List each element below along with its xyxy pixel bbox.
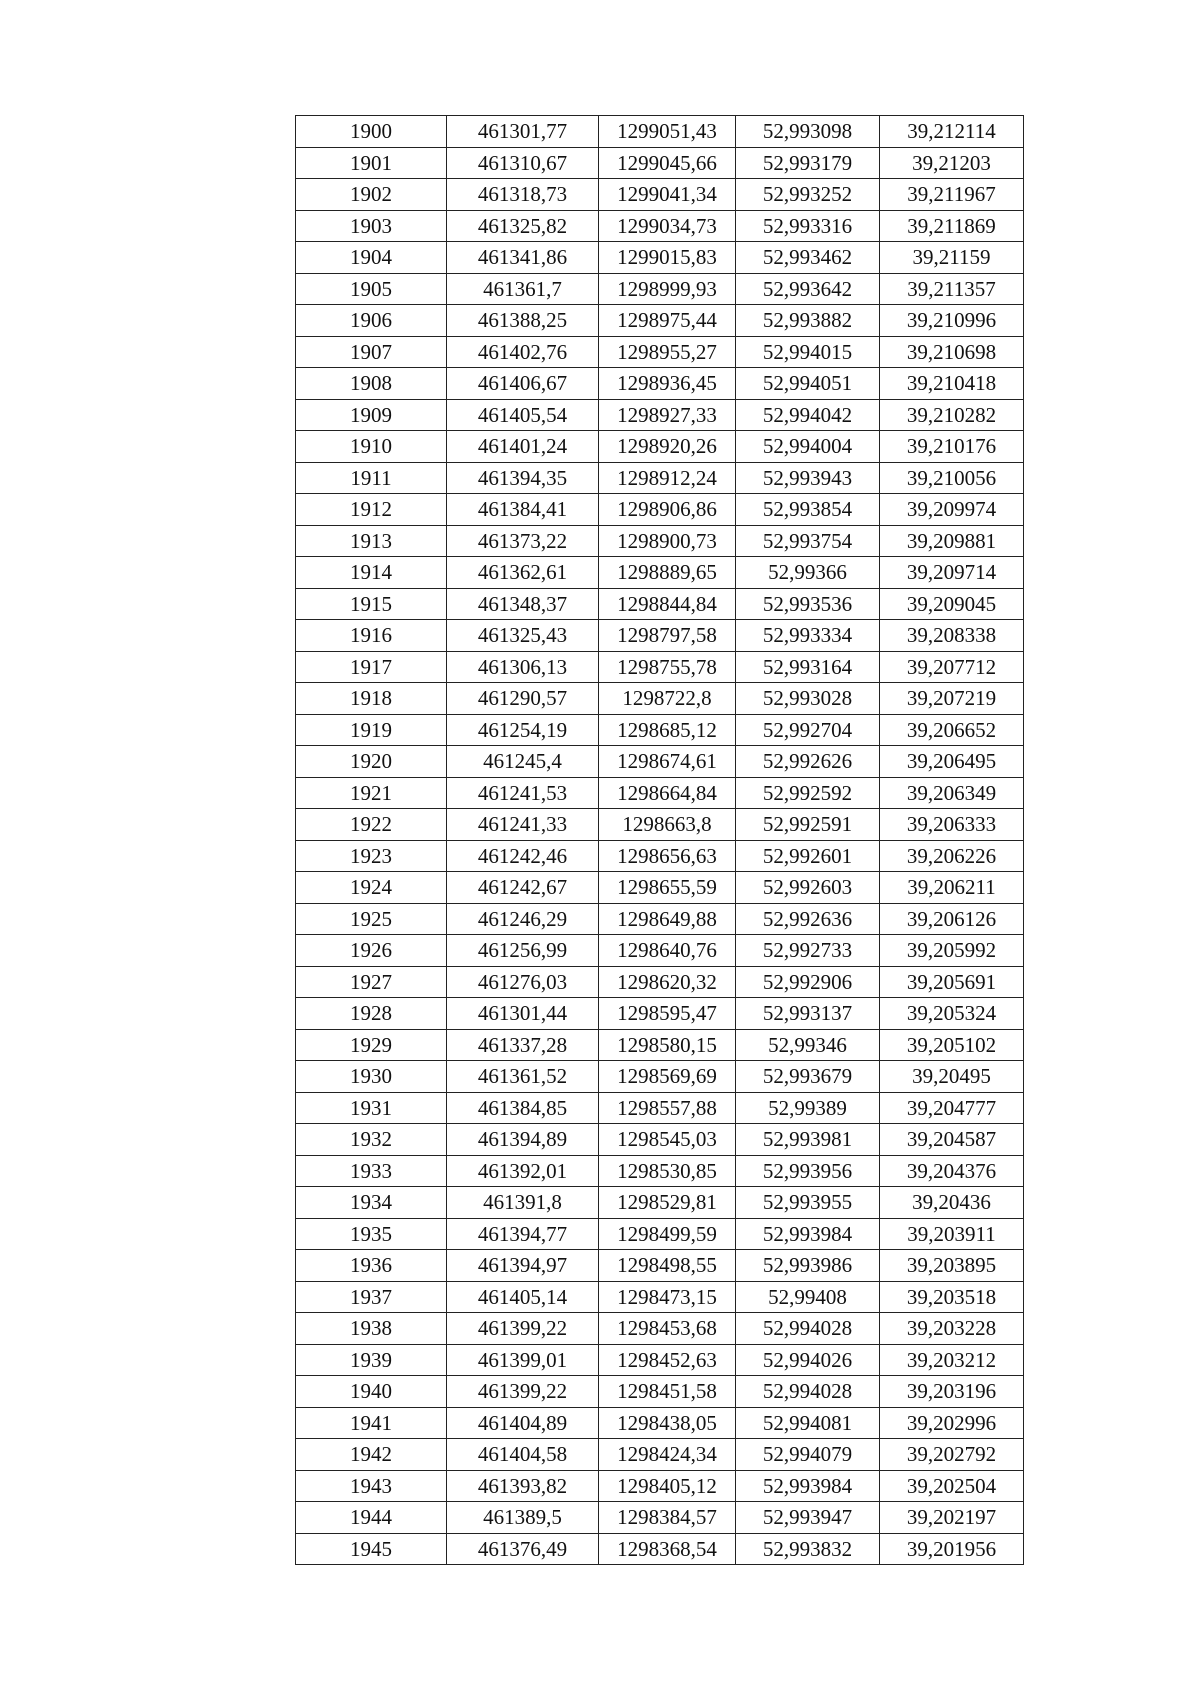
point-number-cell: 1915 bbox=[296, 588, 447, 620]
point-number-cell: 1926 bbox=[296, 935, 447, 967]
table-row bbox=[296, 620, 1024, 652]
point-number-cell: 1935 bbox=[296, 1218, 447, 1250]
table-row bbox=[296, 1533, 1024, 1565]
longitude-cell: 39,203895 bbox=[880, 1250, 1024, 1282]
y-coordinate-cell: 1298656,63 bbox=[599, 840, 736, 872]
longitude-cell: 39,201956 bbox=[880, 1533, 1024, 1565]
y-coordinate-cell: 1298900,73 bbox=[599, 525, 736, 557]
table-row bbox=[296, 1313, 1024, 1345]
latitude-cell: 52,994042 bbox=[736, 399, 880, 431]
x-coordinate-cell: 461246,29 bbox=[447, 903, 599, 935]
point-number-cell: 1925 bbox=[296, 903, 447, 935]
table-row bbox=[296, 935, 1024, 967]
y-coordinate-cell: 1298920,26 bbox=[599, 431, 736, 463]
table-row bbox=[296, 809, 1024, 841]
x-coordinate-cell: 461245,4 bbox=[447, 746, 599, 778]
longitude-cell: 39,209045 bbox=[880, 588, 1024, 620]
x-coordinate-cell: 461392,01 bbox=[447, 1155, 599, 1187]
latitude-cell: 52,993832 bbox=[736, 1533, 880, 1565]
latitude-cell: 52,993462 bbox=[736, 242, 880, 274]
table-row bbox=[296, 116, 1024, 148]
point-number-cell: 1920 bbox=[296, 746, 447, 778]
x-coordinate-cell: 461399,22 bbox=[447, 1376, 599, 1408]
table-row bbox=[296, 1470, 1024, 1502]
point-number-cell: 1917 bbox=[296, 651, 447, 683]
table-row bbox=[296, 179, 1024, 211]
coordinates-table bbox=[295, 115, 1024, 1565]
x-coordinate-cell: 461301,77 bbox=[447, 116, 599, 148]
longitude-cell: 39,206652 bbox=[880, 714, 1024, 746]
y-coordinate-cell: 1298452,63 bbox=[599, 1344, 736, 1376]
latitude-cell: 52,994028 bbox=[736, 1376, 880, 1408]
longitude-cell: 39,203212 bbox=[880, 1344, 1024, 1376]
longitude-cell: 39,21203 bbox=[880, 147, 1024, 179]
longitude-cell: 39,206226 bbox=[880, 840, 1024, 872]
x-coordinate-cell: 461361,52 bbox=[447, 1061, 599, 1093]
table-row bbox=[296, 242, 1024, 274]
longitude-cell: 39,210996 bbox=[880, 305, 1024, 337]
latitude-cell: 52,992626 bbox=[736, 746, 880, 778]
x-coordinate-cell: 461242,67 bbox=[447, 872, 599, 904]
point-number-cell: 1942 bbox=[296, 1439, 447, 1471]
point-number-cell: 1921 bbox=[296, 777, 447, 809]
x-coordinate-cell: 461325,82 bbox=[447, 210, 599, 242]
point-number-cell: 1924 bbox=[296, 872, 447, 904]
x-coordinate-cell: 461405,14 bbox=[447, 1281, 599, 1313]
longitude-cell: 39,205691 bbox=[880, 966, 1024, 998]
point-number-cell: 1923 bbox=[296, 840, 447, 872]
x-coordinate-cell: 461362,61 bbox=[447, 557, 599, 589]
latitude-cell: 52,993642 bbox=[736, 273, 880, 305]
y-coordinate-cell: 1298424,34 bbox=[599, 1439, 736, 1471]
x-coordinate-cell: 461361,7 bbox=[447, 273, 599, 305]
latitude-cell: 52,993986 bbox=[736, 1250, 880, 1282]
x-coordinate-cell: 461401,24 bbox=[447, 431, 599, 463]
longitude-cell: 39,206495 bbox=[880, 746, 1024, 778]
y-coordinate-cell: 1298722,8 bbox=[599, 683, 736, 715]
longitude-cell: 39,203911 bbox=[880, 1218, 1024, 1250]
point-number-cell: 1945 bbox=[296, 1533, 447, 1565]
point-number-cell: 1940 bbox=[296, 1376, 447, 1408]
x-coordinate-cell: 461394,35 bbox=[447, 462, 599, 494]
longitude-cell: 39,206126 bbox=[880, 903, 1024, 935]
table-row bbox=[296, 210, 1024, 242]
y-coordinate-cell: 1298649,88 bbox=[599, 903, 736, 935]
longitude-cell: 39,207712 bbox=[880, 651, 1024, 683]
longitude-cell: 39,208338 bbox=[880, 620, 1024, 652]
x-coordinate-cell: 461399,22 bbox=[447, 1313, 599, 1345]
point-number-cell: 1943 bbox=[296, 1470, 447, 1502]
table-row bbox=[296, 462, 1024, 494]
latitude-cell: 52,994028 bbox=[736, 1313, 880, 1345]
table-row bbox=[296, 1407, 1024, 1439]
longitude-cell: 39,204777 bbox=[880, 1092, 1024, 1124]
longitude-cell: 39,206349 bbox=[880, 777, 1024, 809]
latitude-cell: 52,993098 bbox=[736, 116, 880, 148]
point-number-cell: 1912 bbox=[296, 494, 447, 526]
point-number-cell: 1929 bbox=[296, 1029, 447, 1061]
table-row bbox=[296, 1344, 1024, 1376]
x-coordinate-cell: 461389,5 bbox=[447, 1502, 599, 1534]
longitude-cell: 39,202197 bbox=[880, 1502, 1024, 1534]
point-number-cell: 1932 bbox=[296, 1124, 447, 1156]
latitude-cell: 52,994079 bbox=[736, 1439, 880, 1471]
point-number-cell: 1922 bbox=[296, 809, 447, 841]
table-row bbox=[296, 1092, 1024, 1124]
y-coordinate-cell: 1298755,78 bbox=[599, 651, 736, 683]
latitude-cell: 52,992906 bbox=[736, 966, 880, 998]
longitude-cell: 39,203518 bbox=[880, 1281, 1024, 1313]
longitude-cell: 39,210056 bbox=[880, 462, 1024, 494]
latitude-cell: 52,99366 bbox=[736, 557, 880, 589]
y-coordinate-cell: 1299034,73 bbox=[599, 210, 736, 242]
y-coordinate-cell: 1298451,58 bbox=[599, 1376, 736, 1408]
point-number-cell: 1939 bbox=[296, 1344, 447, 1376]
point-number-cell: 1930 bbox=[296, 1061, 447, 1093]
longitude-cell: 39,20436 bbox=[880, 1187, 1024, 1219]
latitude-cell: 52,993179 bbox=[736, 147, 880, 179]
y-coordinate-cell: 1298438,05 bbox=[599, 1407, 736, 1439]
y-coordinate-cell: 1298975,44 bbox=[599, 305, 736, 337]
table-row bbox=[296, 1250, 1024, 1282]
y-coordinate-cell: 1298927,33 bbox=[599, 399, 736, 431]
x-coordinate-cell: 461393,82 bbox=[447, 1470, 599, 1502]
x-coordinate-cell: 461376,49 bbox=[447, 1533, 599, 1565]
y-coordinate-cell: 1298530,85 bbox=[599, 1155, 736, 1187]
point-number-cell: 1911 bbox=[296, 462, 447, 494]
latitude-cell: 52,993316 bbox=[736, 210, 880, 242]
latitude-cell: 52,993334 bbox=[736, 620, 880, 652]
point-number-cell: 1910 bbox=[296, 431, 447, 463]
table-row bbox=[296, 1439, 1024, 1471]
x-coordinate-cell: 461325,43 bbox=[447, 620, 599, 652]
y-coordinate-cell: 1298906,86 bbox=[599, 494, 736, 526]
point-number-cell: 1914 bbox=[296, 557, 447, 589]
point-number-cell: 1903 bbox=[296, 210, 447, 242]
x-coordinate-cell: 461256,99 bbox=[447, 935, 599, 967]
point-number-cell: 1913 bbox=[296, 525, 447, 557]
table-row bbox=[296, 1124, 1024, 1156]
y-coordinate-cell: 1298499,59 bbox=[599, 1218, 736, 1250]
point-number-cell: 1934 bbox=[296, 1187, 447, 1219]
y-coordinate-cell: 1298557,88 bbox=[599, 1092, 736, 1124]
longitude-cell: 39,207219 bbox=[880, 683, 1024, 715]
table-row bbox=[296, 588, 1024, 620]
latitude-cell: 52,994051 bbox=[736, 368, 880, 400]
table-row bbox=[296, 903, 1024, 935]
longitude-cell: 39,21159 bbox=[880, 242, 1024, 274]
y-coordinate-cell: 1298453,68 bbox=[599, 1313, 736, 1345]
x-coordinate-cell: 461404,89 bbox=[447, 1407, 599, 1439]
latitude-cell: 52,993754 bbox=[736, 525, 880, 557]
table-row bbox=[296, 777, 1024, 809]
point-number-cell: 1936 bbox=[296, 1250, 447, 1282]
latitude-cell: 52,994026 bbox=[736, 1344, 880, 1376]
latitude-cell: 52,99346 bbox=[736, 1029, 880, 1061]
y-coordinate-cell: 1298663,8 bbox=[599, 809, 736, 841]
latitude-cell: 52,994015 bbox=[736, 336, 880, 368]
table-row bbox=[296, 273, 1024, 305]
longitude-cell: 39,210282 bbox=[880, 399, 1024, 431]
table-row bbox=[296, 840, 1024, 872]
point-number-cell: 1944 bbox=[296, 1502, 447, 1534]
latitude-cell: 52,992601 bbox=[736, 840, 880, 872]
point-number-cell: 1907 bbox=[296, 336, 447, 368]
y-coordinate-cell: 1299015,83 bbox=[599, 242, 736, 274]
latitude-cell: 52,994004 bbox=[736, 431, 880, 463]
longitude-cell: 39,206333 bbox=[880, 809, 1024, 841]
y-coordinate-cell: 1299045,66 bbox=[599, 147, 736, 179]
table-row bbox=[296, 683, 1024, 715]
x-coordinate-cell: 461404,58 bbox=[447, 1439, 599, 1471]
x-coordinate-cell: 461394,97 bbox=[447, 1250, 599, 1282]
latitude-cell: 52,994081 bbox=[736, 1407, 880, 1439]
point-number-cell: 1900 bbox=[296, 116, 447, 148]
table-row bbox=[296, 998, 1024, 1030]
x-coordinate-cell: 461301,44 bbox=[447, 998, 599, 1030]
y-coordinate-cell: 1298674,61 bbox=[599, 746, 736, 778]
point-number-cell: 1916 bbox=[296, 620, 447, 652]
point-number-cell: 1905 bbox=[296, 273, 447, 305]
coordinates-table-body bbox=[296, 116, 1024, 1565]
longitude-cell: 39,211967 bbox=[880, 179, 1024, 211]
table-row bbox=[296, 494, 1024, 526]
table-row bbox=[296, 1218, 1024, 1250]
y-coordinate-cell: 1299051,43 bbox=[599, 116, 736, 148]
y-coordinate-cell: 1298912,24 bbox=[599, 462, 736, 494]
latitude-cell: 52,993679 bbox=[736, 1061, 880, 1093]
x-coordinate-cell: 461399,01 bbox=[447, 1344, 599, 1376]
table-row bbox=[296, 714, 1024, 746]
x-coordinate-cell: 461306,13 bbox=[447, 651, 599, 683]
table-row bbox=[296, 746, 1024, 778]
longitude-cell: 39,205102 bbox=[880, 1029, 1024, 1061]
longitude-cell: 39,209974 bbox=[880, 494, 1024, 526]
x-coordinate-cell: 461391,8 bbox=[447, 1187, 599, 1219]
table-row bbox=[296, 966, 1024, 998]
point-number-cell: 1918 bbox=[296, 683, 447, 715]
latitude-cell: 52,992733 bbox=[736, 935, 880, 967]
latitude-cell: 52,993956 bbox=[736, 1155, 880, 1187]
point-number-cell: 1909 bbox=[296, 399, 447, 431]
point-number-cell: 1904 bbox=[296, 242, 447, 274]
x-coordinate-cell: 461241,53 bbox=[447, 777, 599, 809]
x-coordinate-cell: 461341,86 bbox=[447, 242, 599, 274]
x-coordinate-cell: 461388,25 bbox=[447, 305, 599, 337]
latitude-cell: 52,993252 bbox=[736, 179, 880, 211]
table-row bbox=[296, 1061, 1024, 1093]
table-row bbox=[296, 305, 1024, 337]
longitude-cell: 39,211357 bbox=[880, 273, 1024, 305]
x-coordinate-cell: 461290,57 bbox=[447, 683, 599, 715]
longitude-cell: 39,211869 bbox=[880, 210, 1024, 242]
y-coordinate-cell: 1298955,27 bbox=[599, 336, 736, 368]
point-number-cell: 1927 bbox=[296, 966, 447, 998]
y-coordinate-cell: 1298405,12 bbox=[599, 1470, 736, 1502]
table-row bbox=[296, 651, 1024, 683]
point-number-cell: 1938 bbox=[296, 1313, 447, 1345]
table-row bbox=[296, 399, 1024, 431]
point-number-cell: 1919 bbox=[296, 714, 447, 746]
latitude-cell: 52,993028 bbox=[736, 683, 880, 715]
y-coordinate-cell: 1298936,45 bbox=[599, 368, 736, 400]
table-row bbox=[296, 1376, 1024, 1408]
longitude-cell: 39,202504 bbox=[880, 1470, 1024, 1502]
latitude-cell: 52,993854 bbox=[736, 494, 880, 526]
point-number-cell: 1937 bbox=[296, 1281, 447, 1313]
latitude-cell: 52,992603 bbox=[736, 872, 880, 904]
y-coordinate-cell: 1298844,84 bbox=[599, 588, 736, 620]
table-row bbox=[296, 1187, 1024, 1219]
longitude-cell: 39,209714 bbox=[880, 557, 1024, 589]
longitude-cell: 39,212114 bbox=[880, 116, 1024, 148]
point-number-cell: 1906 bbox=[296, 305, 447, 337]
longitude-cell: 39,210418 bbox=[880, 368, 1024, 400]
latitude-cell: 52,993882 bbox=[736, 305, 880, 337]
latitude-cell: 52,993984 bbox=[736, 1470, 880, 1502]
longitude-cell: 39,203196 bbox=[880, 1376, 1024, 1408]
longitude-cell: 39,205324 bbox=[880, 998, 1024, 1030]
latitude-cell: 52,992704 bbox=[736, 714, 880, 746]
y-coordinate-cell: 1298545,03 bbox=[599, 1124, 736, 1156]
latitude-cell: 52,993137 bbox=[736, 998, 880, 1030]
longitude-cell: 39,210698 bbox=[880, 336, 1024, 368]
x-coordinate-cell: 461394,89 bbox=[447, 1124, 599, 1156]
x-coordinate-cell: 461310,67 bbox=[447, 147, 599, 179]
y-coordinate-cell: 1298580,15 bbox=[599, 1029, 736, 1061]
x-coordinate-cell: 461348,37 bbox=[447, 588, 599, 620]
point-number-cell: 1902 bbox=[296, 179, 447, 211]
table-row bbox=[296, 1502, 1024, 1534]
x-coordinate-cell: 461405,54 bbox=[447, 399, 599, 431]
latitude-cell: 52,993955 bbox=[736, 1187, 880, 1219]
y-coordinate-cell: 1298498,55 bbox=[599, 1250, 736, 1282]
y-coordinate-cell: 1298655,59 bbox=[599, 872, 736, 904]
y-coordinate-cell: 1298473,15 bbox=[599, 1281, 736, 1313]
latitude-cell: 52,992592 bbox=[736, 777, 880, 809]
x-coordinate-cell: 461242,46 bbox=[447, 840, 599, 872]
latitude-cell: 52,992636 bbox=[736, 903, 880, 935]
table-row bbox=[296, 431, 1024, 463]
latitude-cell: 52,993947 bbox=[736, 1502, 880, 1534]
latitude-cell: 52,993536 bbox=[736, 588, 880, 620]
y-coordinate-cell: 1298685,12 bbox=[599, 714, 736, 746]
table-row bbox=[296, 557, 1024, 589]
x-coordinate-cell: 461254,19 bbox=[447, 714, 599, 746]
longitude-cell: 39,20495 bbox=[880, 1061, 1024, 1093]
longitude-cell: 39,202996 bbox=[880, 1407, 1024, 1439]
longitude-cell: 39,209881 bbox=[880, 525, 1024, 557]
longitude-cell: 39,204376 bbox=[880, 1155, 1024, 1187]
y-coordinate-cell: 1298999,93 bbox=[599, 273, 736, 305]
y-coordinate-cell: 1298595,47 bbox=[599, 998, 736, 1030]
x-coordinate-cell: 461402,76 bbox=[447, 336, 599, 368]
longitude-cell: 39,204587 bbox=[880, 1124, 1024, 1156]
table-row bbox=[296, 525, 1024, 557]
point-number-cell: 1908 bbox=[296, 368, 447, 400]
y-coordinate-cell: 1298384,57 bbox=[599, 1502, 736, 1534]
table-row bbox=[296, 147, 1024, 179]
longitude-cell: 39,202792 bbox=[880, 1439, 1024, 1471]
point-number-cell: 1928 bbox=[296, 998, 447, 1030]
x-coordinate-cell: 461394,77 bbox=[447, 1218, 599, 1250]
y-coordinate-cell: 1299041,34 bbox=[599, 179, 736, 211]
x-coordinate-cell: 461406,67 bbox=[447, 368, 599, 400]
y-coordinate-cell: 1298797,58 bbox=[599, 620, 736, 652]
y-coordinate-cell: 1298368,54 bbox=[599, 1533, 736, 1565]
x-coordinate-cell: 461241,33 bbox=[447, 809, 599, 841]
x-coordinate-cell: 461337,28 bbox=[447, 1029, 599, 1061]
x-coordinate-cell: 461276,03 bbox=[447, 966, 599, 998]
latitude-cell: 52,992591 bbox=[736, 809, 880, 841]
x-coordinate-cell: 461384,41 bbox=[447, 494, 599, 526]
latitude-cell: 52,99389 bbox=[736, 1092, 880, 1124]
y-coordinate-cell: 1298889,65 bbox=[599, 557, 736, 589]
longitude-cell: 39,210176 bbox=[880, 431, 1024, 463]
table-row bbox=[296, 1155, 1024, 1187]
table-row bbox=[296, 1281, 1024, 1313]
latitude-cell: 52,993943 bbox=[736, 462, 880, 494]
latitude-cell: 52,99408 bbox=[736, 1281, 880, 1313]
table-row bbox=[296, 336, 1024, 368]
table-row bbox=[296, 872, 1024, 904]
x-coordinate-cell: 461384,85 bbox=[447, 1092, 599, 1124]
longitude-cell: 39,205992 bbox=[880, 935, 1024, 967]
y-coordinate-cell: 1298529,81 bbox=[599, 1187, 736, 1219]
point-number-cell: 1941 bbox=[296, 1407, 447, 1439]
y-coordinate-cell: 1298664,84 bbox=[599, 777, 736, 809]
x-coordinate-cell: 461373,22 bbox=[447, 525, 599, 557]
y-coordinate-cell: 1298620,32 bbox=[599, 966, 736, 998]
latitude-cell: 52,993981 bbox=[736, 1124, 880, 1156]
point-number-cell: 1933 bbox=[296, 1155, 447, 1187]
longitude-cell: 39,203228 bbox=[880, 1313, 1024, 1345]
x-coordinate-cell: 461318,73 bbox=[447, 179, 599, 211]
latitude-cell: 52,993984 bbox=[736, 1218, 880, 1250]
y-coordinate-cell: 1298569,69 bbox=[599, 1061, 736, 1093]
y-coordinate-cell: 1298640,76 bbox=[599, 935, 736, 967]
point-number-cell: 1901 bbox=[296, 147, 447, 179]
longitude-cell: 39,206211 bbox=[880, 872, 1024, 904]
point-number-cell: 1931 bbox=[296, 1092, 447, 1124]
table-row bbox=[296, 368, 1024, 400]
latitude-cell: 52,993164 bbox=[736, 651, 880, 683]
table-row bbox=[296, 1029, 1024, 1061]
